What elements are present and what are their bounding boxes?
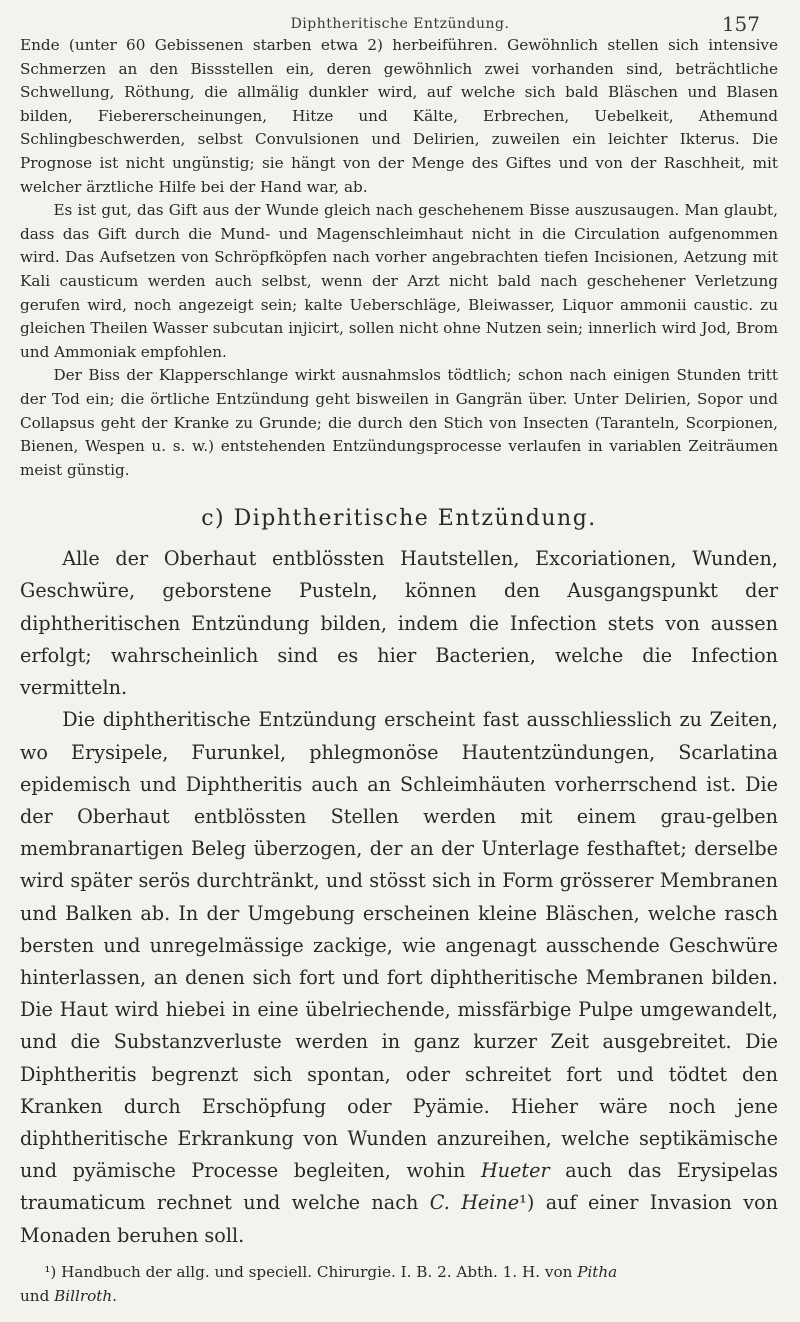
footnote-text: Handbuch der allg. und speciell. Chirurgie. I. B. 2. Abth. 1. H. von <box>61 1262 573 1281</box>
author-name: Billroth. <box>54 1286 117 1305</box>
footnote-reference: ¹) <box>519 1191 535 1215</box>
paragraph: Ende (unter 60 Gebissenen starben etwa 2) herbeiführen. Gewöhnlich stellen sich intensive Schmerzen an den Bissstellen ein, deren gewöhnlich zwei vorhanden sind, beträchtliche Schwellung, Röthung, die allmälig dunkler wird, auf welche sich bald Bläschen und Blasen bilden, Fiebererscheinungen, Hitze und Kälte, Erbrechen, Uebelkeit, Athemund Schlingbeschwerden, selbst Convulsionen und Delirien, zuweilen ein leichter Ikterus. Die Prognose ist nicht ungünstig; sie hängt von der Menge des Giftes und von der Raschheit, mit welcher ärztliche Hilfe bei der Hand war, ab. <box>20 36 778 196</box>
paragraph: Es ist gut, das Gift aus der Wunde gleich nach geschehenem Bisse auszusaugen. Man glaubt, dass das Gift durch die Mund- und Magenschleimhaut nicht in die Circulation aufgenommen wird. Das Aufsetzen von Schröpfköpfen nach vorher angebrachten tiefen Incisionen, Aetzung mit Kali causticum werden auch selbst, wenn der Arzt nicht bald nach geschehener Verletzung gerufen wird, noch angezeigt sein; kalte Ueberschläge, Bleiwasser, Liquor ammonii caustic. zu gleichen Theilen Wasser subcutan injicirt, sollen nicht ohne Nutzen sein; innerlich wird Jod, Brom und Ammoniak empfohlen. <box>20 201 778 361</box>
paragraph-text: auch das Erysipelas traumaticum rechnet und welche nach <box>20 1159 778 1215</box>
footnote-conjunction: und <box>20 1286 50 1305</box>
author-name: Pitha <box>577 1262 618 1281</box>
author-name: C. Heine <box>429 1191 520 1215</box>
page-number: 157 <box>721 12 760 36</box>
author-name: Hueter <box>480 1159 550 1183</box>
paragraph: Der Biss der Klapperschlange wirkt ausnahmslos tödtlich; schon nach einigen Stunden tritt der Tod ein; die örtliche Entzündung geht bisweilen in Gangrän über. Unter Delirien, Sopor und Collapsus geht der Kranke zu Grunde; die durch den Stich von Insecten (Taranteln, Scorpionen, Bienen, Wespen u. s. w.) entstehenden Entzündungsprocesse verlaufen in variablen Zeiträumen meist günstig. <box>20 366 778 479</box>
section-heading: c) Diphtheritische Entzündung. <box>201 506 597 532</box>
footnote-marker: ¹) <box>44 1262 57 1281</box>
paragraph-text: auf einer Invasion von Monaden beruhen soll. <box>20 1191 778 1247</box>
paragraph <box>20 704 778 1251</box>
page-body <box>20 34 778 1308</box>
footnote <box>20 1260 778 1308</box>
paragraph-text: Die diphtheritische Entzündung erscheint fast ausschliesslich zu Zeiten, wo Erysipele, Furunkel, phlegmonöse Hautentzündungen, Scarlatina epidemisch und Diphtheritis auch an Schleimhäuten vorherrschend ist. Die der Oberhaut entblössten Stellen werden mit einem grau-gelben membranartigen Beleg überzogen, der an der Unterlage festhaftet; derselbe wird später serös durchtränkt, und stösst sich in Form grösserer Membranen und Balken ab. In der Umgebung erscheinen kleine Bläschen, welche rasch bersten und unregelmässige zackige, wie angenagt ausschende Geschwüre hinterlassen, an denen sich fort und fort diphtheritische Membranen bilden. Die Haut wird hiebei in eine übelriechende, missfärbige Pulpe umgewandelt, und die Substanzverluste werden in ganz kurzer Zeit ausgebreitet. Die Diphtheritis begrenzt sich spontan, oder schreitet fort und tödtet den Kranken durch Erschöpfung oder Pyämie. Hieher wäre noch jene diphtheritische Erkrankung von Wunden anzureihen, welche septikämische und pyämische Processe begleiten, wohin <box>20 708 778 1183</box>
running-title: Diphtheritische Entzündung. <box>290 16 510 32</box>
paragraph: Alle der Oberhaut entblössten Hautstellen, Excoriationen, Wunden, Geschwüre, geborstene Pusteln, können den Ausgangspunkt der diphtheritischen Entzündung bilden, indem die Infection stets von aussen erfolgt; wahrscheinlich sind es hier Bacterien, welche die Infection vermitteln. <box>20 547 778 700</box>
